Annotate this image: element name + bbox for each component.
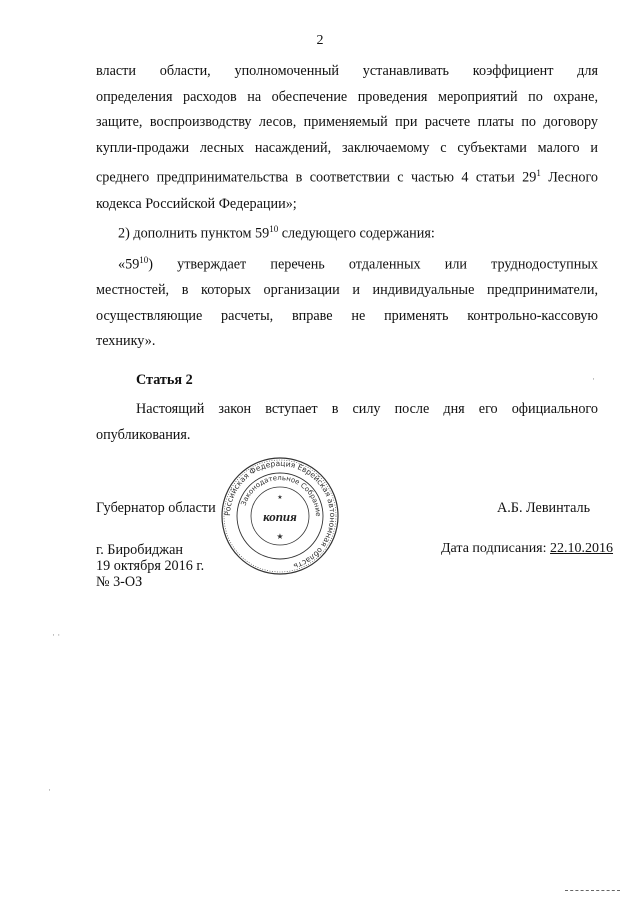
signature-name: А.Б. Левинталь	[497, 500, 591, 516]
signing-date-value: 22.10.2016	[550, 541, 614, 556]
place-date-block	[96, 542, 204, 590]
city: г. Биробиджан	[96, 542, 183, 558]
text-line: осуществляющие расчеты, вправе не применять контрольно-кассовую	[96, 307, 598, 324]
law-date: 19 октября 2016 г.	[96, 558, 205, 574]
star-icon: ★	[277, 494, 283, 501]
text-line: местностей, в которых организации и индивидуальные предприниматели,	[96, 281, 598, 298]
scan-speck: · ·	[52, 630, 61, 640]
superscript: 10	[139, 254, 149, 265]
paragraph-continued	[96, 59, 598, 355]
article-heading: Статья 2	[136, 372, 193, 388]
signing-date-label: Дата подписания:	[441, 541, 551, 556]
text-line	[96, 248, 598, 278]
superscript: 1	[536, 168, 541, 179]
article-text	[96, 397, 598, 448]
stamp-inner-textpath: Законодательное Собрание	[239, 473, 323, 517]
text-line: власти области, уполномоченный устанавливать коэффициент для	[96, 63, 598, 79]
signature-position: Губернатор области	[96, 500, 216, 516]
text-segment: 2) дополнить пунктом 59	[118, 226, 270, 243]
page-number: 2	[316, 33, 324, 48]
text-line: опубликования.	[96, 426, 191, 443]
text-segment: следующего содержания:	[278, 226, 435, 243]
text-line: купли-продажи лесных насаждений, заключаемому с субъектами малого и	[96, 139, 598, 156]
text-line: Настоящий закон вступает в силу после дня его официального	[136, 401, 598, 417]
law-number: № 3-ОЗ	[96, 574, 143, 590]
star-icon: ★	[276, 532, 284, 541]
text-line	[96, 161, 598, 191]
stamp-center-text: копия	[263, 509, 297, 524]
text-segment: среднего предпринимательства в соответствии с частью 4 статьи 29	[96, 170, 537, 187]
scan-speck: ·	[48, 785, 51, 795]
text-line: защите, воспроизводству лесов, применяемый при расчете платы по договору	[96, 114, 598, 131]
text-segment: «59	[118, 256, 140, 273]
superscript: 10	[269, 224, 279, 235]
text-segment: ) утверждает перечень отдаленных или труднодоступных	[148, 256, 598, 273]
text-line: кодекса Российской Федерации»;	[96, 195, 297, 212]
signing-date	[441, 541, 613, 557]
text-segment: Лесного	[540, 170, 598, 187]
text-line: определения расходов на обеспечение проведения мероприятий по охране,	[96, 88, 598, 105]
scan-speck: ·	[592, 374, 595, 384]
stamp-outer-textpath: Российская Федерация Еврейская автономная область	[222, 458, 338, 572]
text-line	[96, 217, 598, 247]
footer-rule	[565, 890, 620, 891]
official-stamp	[219, 455, 341, 577]
text-line: технику».	[96, 333, 156, 350]
